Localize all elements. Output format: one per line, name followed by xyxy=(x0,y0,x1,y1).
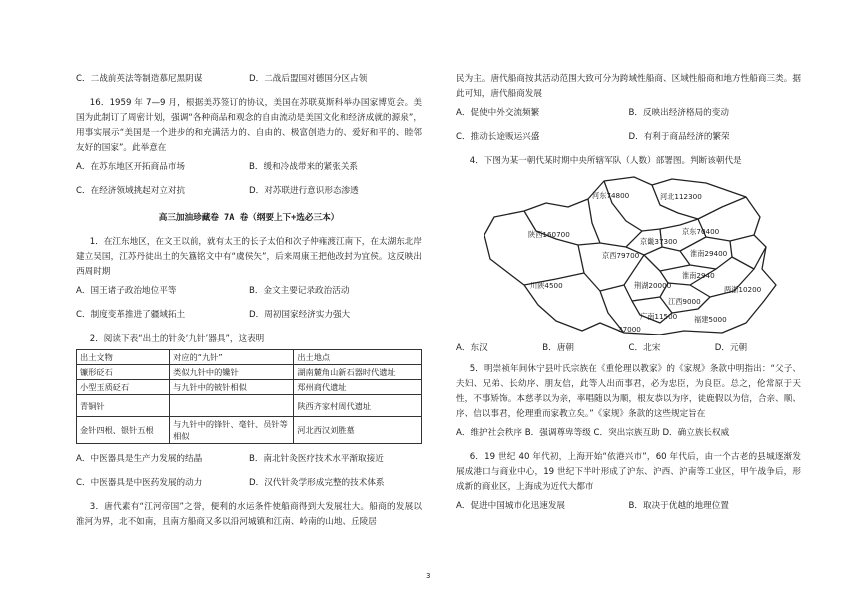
q4-option-a[interactable]: A．东汉 xyxy=(456,343,488,353)
map-label-jingji: 京畿37300 xyxy=(640,237,678,246)
q6-option-a[interactable]: A．促进中国城市化迅速发展 xyxy=(456,501,566,511)
map-label-jingdong: 京东70400 xyxy=(682,227,720,236)
table-row xyxy=(77,395,422,417)
table-row xyxy=(77,380,422,395)
table-row xyxy=(77,365,422,380)
q1-options-row2 xyxy=(76,308,422,323)
q16-options-row1 xyxy=(76,160,422,175)
map-label-liangzhe: 两浙10200 xyxy=(724,285,762,294)
q2-option-a[interactable]: A．中医器具是生产力发展的结晶 xyxy=(76,454,203,464)
map-label-chuanxia: 川陕4500 xyxy=(530,281,563,290)
q5-stem: 5．明崇祯年间休宁县叶氏宗族在《重伦理以教家》的《家规》条款中明指出：“父子、夫妇、兄弟、长幼序、朋友信，此等人出而事君，必为忠臣，为良臣。总之，伦常原于天性，不事矫饰。本慈孝以为亲，率唱随以为顺，根友恭以为序，徒鹿假以为信，合亲、顺、序、信以事君，伦理重而家教立矣。”《家规》条款的这些规定旨在 xyxy=(456,364,801,419)
q4-option-c[interactable]: C．北宋 xyxy=(628,343,661,353)
map-label-jiangxi: 江西9000 xyxy=(668,297,701,306)
map-label-unknown: 37000 xyxy=(618,325,641,334)
q2-option-b[interactable]: B．南北针灸医疗技术水平渐取接近 xyxy=(249,454,384,464)
table-header-cell: 出土文物 xyxy=(77,350,170,365)
q3-option-d[interactable]: D．有利于商品经济的繁荣 xyxy=(628,132,730,142)
map-label-fujian: 福建5000 xyxy=(694,315,727,324)
q16-stem: 16．1959 年 7—9 月，根据美苏签订的协议，美国在苏联莫斯科举办国家博览会。美国为此制订了周密计划，强调“各种商品和观念的自由流动是美国文化和经济成就的源泉”，用事实展示“美国是一个进步的和充满活力的、自由的、极富创造力的、爱好和平的、睦邻友好的国家”。此举意在 xyxy=(76,98,422,153)
table-cell: 陕西齐家村周代遗址 xyxy=(294,395,422,417)
q3-options-row2 xyxy=(456,130,801,145)
q6-option-b[interactable]: B．取决于优越的地理位置 xyxy=(628,501,729,511)
table-cell: 青铜针 xyxy=(77,395,170,417)
q2-options-row1 xyxy=(76,452,422,467)
q4-option-d[interactable]: D．元朝 xyxy=(714,343,748,353)
q1-option-a[interactable]: A．国王诸子政治地位平等 xyxy=(76,286,177,296)
table-cell: 与九针中的铍针相似 xyxy=(170,380,294,395)
q1-option-b[interactable]: B．金文主要记录政治活动 xyxy=(249,286,350,296)
map-label-huainan: 淮南29400 xyxy=(690,249,728,258)
q16-option-c[interactable]: C．在经济领域挑起对立对抗 xyxy=(76,186,186,196)
q15-option-c[interactable]: C．二战前英法等制造慕尼黑阴谋 xyxy=(76,74,203,84)
table-cell xyxy=(170,395,294,417)
table-cell: 镰形砭石 xyxy=(77,365,170,380)
q3-option-c[interactable]: C．推动长途贩运兴盛 xyxy=(456,132,540,142)
map-label-hebei: 河北112300 xyxy=(660,192,702,201)
q4-option-b[interactable]: B．唐朝 xyxy=(542,343,574,353)
q1-stem: 1．在江东地区，在文王以前，就有太王的长子太伯和次子仲雍渡江南下，在太湖东北岸建立吴国，江苏丹徒出土的矢簋铭文中有“虞侯矢”，后来周康王把他改封为宜侯。这反映出西周时期 xyxy=(76,237,422,277)
left-column xyxy=(76,72,422,534)
table-header-row xyxy=(77,350,422,365)
q3-option-a[interactable]: A．促使中外交流频繁 xyxy=(456,108,540,118)
q15-option-d[interactable]: D．二战后盟国对德国分区占领 xyxy=(249,74,368,84)
q4-stem: 4．下图为某一朝代某时期中央所辖军队（人数）部署图。判断该朝代是 xyxy=(469,156,742,166)
q2-options-row2 xyxy=(76,476,422,491)
map-label-jinghu: 荆湖20000 xyxy=(634,281,672,290)
table-row xyxy=(77,417,422,444)
table-cell: 类似九针中的镵针 xyxy=(170,365,294,380)
right-column xyxy=(456,72,801,523)
q16-option-d[interactable]: D．对苏联进行意识形态渗透 xyxy=(249,186,359,196)
q6-options xyxy=(456,499,801,514)
q1-options-row1 xyxy=(76,284,422,299)
q16-option-b[interactable]: B．缓和冷战带来的紧张关系 xyxy=(249,162,359,172)
q5-options-text[interactable]: A．维护社会秩序 B．强调尊卑等级 C．突出宗族互助 D．确立族长权威 xyxy=(456,428,730,438)
table-cell: 与九针中的锋针、毫针、员针等相似 xyxy=(170,417,294,444)
troop-deployment-map xyxy=(484,173,784,335)
needle-artifacts-table xyxy=(76,349,422,444)
map-label-hedong: 河东74800 xyxy=(592,191,630,200)
q2-stem: 2．阅读下表“出土的针灸‘九针’器具”，这表明 xyxy=(89,334,265,344)
q3-stem: 3．唐代素有“江河帝国”之誉，便利的水运条件使船商得到大发展壮大。船商的发展以淮河为界，北不如南，且南方船商又多以沿河城镇和江南、岭南的山地、丘陵居 xyxy=(76,502,422,527)
q4-options xyxy=(456,341,801,356)
table-cell: 河北西汉刘胜墓 xyxy=(294,417,422,444)
table-header-cell: 出土地点 xyxy=(294,350,422,365)
map-label-jingxi: 京西79700 xyxy=(602,251,640,260)
page-number: 3 xyxy=(426,572,431,580)
q5-options xyxy=(456,426,801,441)
table-cell: 郑州商代遗址 xyxy=(294,380,422,395)
section-title: 高三加油珍藏卷 7A 卷（纲要上下+选必三本） xyxy=(158,213,340,223)
table-cell: 湖南麓角山新石器时代遗址 xyxy=(294,365,422,380)
table-cell: 金针四根、银针五根 xyxy=(77,417,170,444)
map-label-shaanxi: 陕西160700 xyxy=(528,230,570,239)
q15-options xyxy=(76,72,422,87)
q3-option-b[interactable]: B．反映出经济格局的变动 xyxy=(628,108,729,118)
map-label-guangnan: 广南11500 xyxy=(640,312,678,321)
q2-option-d[interactable]: D．汉代针灸学形成完整的技术体系 xyxy=(249,478,385,488)
q1-option-c[interactable]: C．制度变革推进了疆域拓土 xyxy=(76,310,186,320)
q6-stem: 6．19 世纪 40 年代初，上海开始“依港兴市”，60 年代后，由一个古老的县城逐渐发展成港口与商业中心，19 世纪下半叶形成了沪东、沪西、沪南等工业区，甲午战争后，形成新的商业区，上海成为近代大都市 xyxy=(456,452,801,492)
table-cell: 小型玉质砭石 xyxy=(77,380,170,395)
q3-options-row1 xyxy=(456,106,801,121)
map-label-huainan-2: 淮南2940 xyxy=(682,271,715,280)
q1-option-d[interactable]: D．周初国家经济实力强大 xyxy=(249,310,351,320)
q16-options-row2 xyxy=(76,184,422,199)
q2-option-c[interactable]: C．中医器具是中医药发展的动力 xyxy=(76,478,203,488)
q3-continuation: 民为主。唐代船商按其活动范围大致可分为跨域性船商、区域性船商和地方性船商三类。据此可知，唐代船商发展 xyxy=(456,74,801,99)
table-header-cell: 对应的“九针” xyxy=(170,350,294,365)
q16-option-a[interactable]: A．在苏东地区开拓商品市场 xyxy=(76,162,186,172)
